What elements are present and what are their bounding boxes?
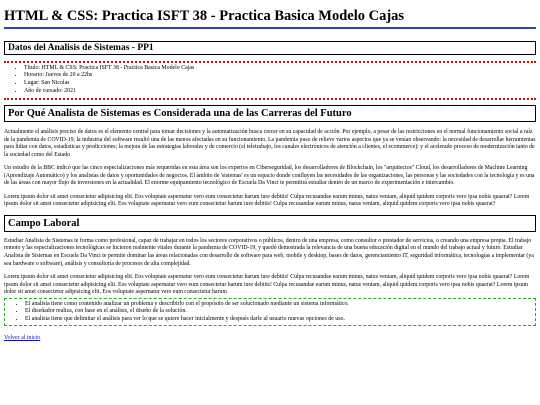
back-to-top-link[interactable]: Volver al inicio [4,335,41,342]
datos-info-block [4,61,536,98]
campo-roles-box [4,298,536,327]
campo-role-delimitar: • El analista tiene que delimitar el análisis para ver lo que se quiere hacer inicialmente y después darle al usuario nuevas opciones de uso. [25,316,535,324]
porque-paragraph-3: Lorem ipsum dolor sit amet consectetur adipisicing elit. Eos voluptate aspernatur vero eum consectetur harum iure debitis! Culpa recusandae earum minus, natus veniam, aliquid quidem corporis vero ipsa nobis quaerat? Lorem ipsum dolor sit amet consectetur adipisicing elit. Eos voluptate aspernatur vero eum consectetur harum iure debitis! Culpa recusandae earum minus, natus veniam, aliquid quidem corporis vero ipsa nobis quaerat? [4,193,530,208]
campo-paragraph-1: Estudiar Analista de Sistemas te forma como profesional, capaz de trabajar en todos los sectores corporativos o públicos, dentro de una empresa, como consultor o prestador de servicios, o creando una empresa propia. El trabajo remoto y las especializaciones tecnológicas se hicieron realmente vitales durante la pandemia de COVID-19, y quedó demostrada la relevancia de una buena educación digital en el mundo del trabajo actual y futuro. Estudiar Analista de Sistemas en Escuela Da Vinci te permite dominar las áreas relacionadas con desarrollo de software para web, mobile y desktop, bases de datos, gerenciamiento IT, seguridad informática, tecnologías a implementar (ya sea hardware o software), análisis y consultoría de procesos de alta complejidad. [4,237,534,267]
datos-bottom-divider [4,98,536,100]
campo-role-analista: • El analista tiene como contenido analizar un problema y describirlo con el propósito de ser solucionado mediante un sistema informático. [25,301,535,309]
campo-heading: Campo Laboral [4,215,536,232]
porque-heading: Por Qué Analista de Sistemas es Considerada una de las Carreras del Futuro [4,105,536,122]
datos-item-titulo: • Título: HTML & CSS: Practica ISFT 38 - Practica Basica Modelo Cajas [24,65,536,73]
datos-list [4,63,536,98]
page-title: HTML & CSS: Practica ISFT 38 - Practica Basica Modelo Cajas [4,3,536,29]
datos-item-lugar: • Lugar: San Nicolas [24,80,536,88]
porque-paragraph-1: Actualmente el análisis preciso de datos es el elemento central para tomar decisiones y la automatización busca crecer en su capacidad de acción. Por ejemplo, a pesar de las restricciones en el normal funcionamiento social a raíz de la pandemia de COVID-19, la industria del software resultó una de las menos afectadas en su funcionamiento. La pandemia puso de relieve varios aspectos que ya se venían observando: la necesidad de desarrollar herramientas para lidiar con datos, estadísticas y predicciones; la mejora de las estrategias laborales y de comercio (el teletrabajo, los canales electrónicos de atención a clientes, el ecommerce); y el acelerado proceso de modernización tanto de la sociedad como del Estado [4,129,536,158]
campo-roles-list [5,299,535,326]
porque-paragraph-2: Un estudio de la BBC indicó que las cinco especializaciones más requeridas en esta área son los expertos en Ciberseguridad, los desarrolladores de Blockchain, los "arquitectos" Cloud, los desarrolladores de Machine Learning (Aprendizaje Automático) y los analistas de datos y oportunidades de negocios. El ámbito de 'sistemas' es un espacio donde confluyen las necesidades de las organizaciones, las personas y las sociedades con la tecnología y es una de las áreas con mayor flujo de inversiones en la actualidad. El enorme equipamiento tecnológico de Escuela Da Vinci te permitirá estudiar dentro de un marco de experimentación e intercambio. [4,165,535,187]
campo-role-disenador: • El diseñador realiza, con base en el análisis, el diseño de la solución. [25,308,535,316]
datos-heading: Datos del Analisis de Sistemas - PP1 [4,41,536,55]
campo-paragraph-2: Lorem ipsum dolor sit amet consectetur adipisicing elit. Eos voluptate aspernatur vero eum consectetur harum iure debitis! Culpa recusandae earum minus, natus veniam, aliquid quidem corporis vero ipsa nobis quaerat? Lorem ipsum dolor sit amet consectetur adipisicing elit. Eos voluptate aspernatur vero eum consectetur harum iure debitis! Culpa recusandae earum minus, natus veniam, aliquid quidem corporis vero ipsa nobis quaerat? Lorem ipsum dolor sit amet consectetur adipisicing elit. Eos voluptate aspernatur vero eum consectetur harum [4,274,530,296]
datos-item-horario: • Horario: Jueves de 20 a 22hs [24,72,536,80]
datos-item-anio: • Año de cursado: 2021 [24,88,536,96]
